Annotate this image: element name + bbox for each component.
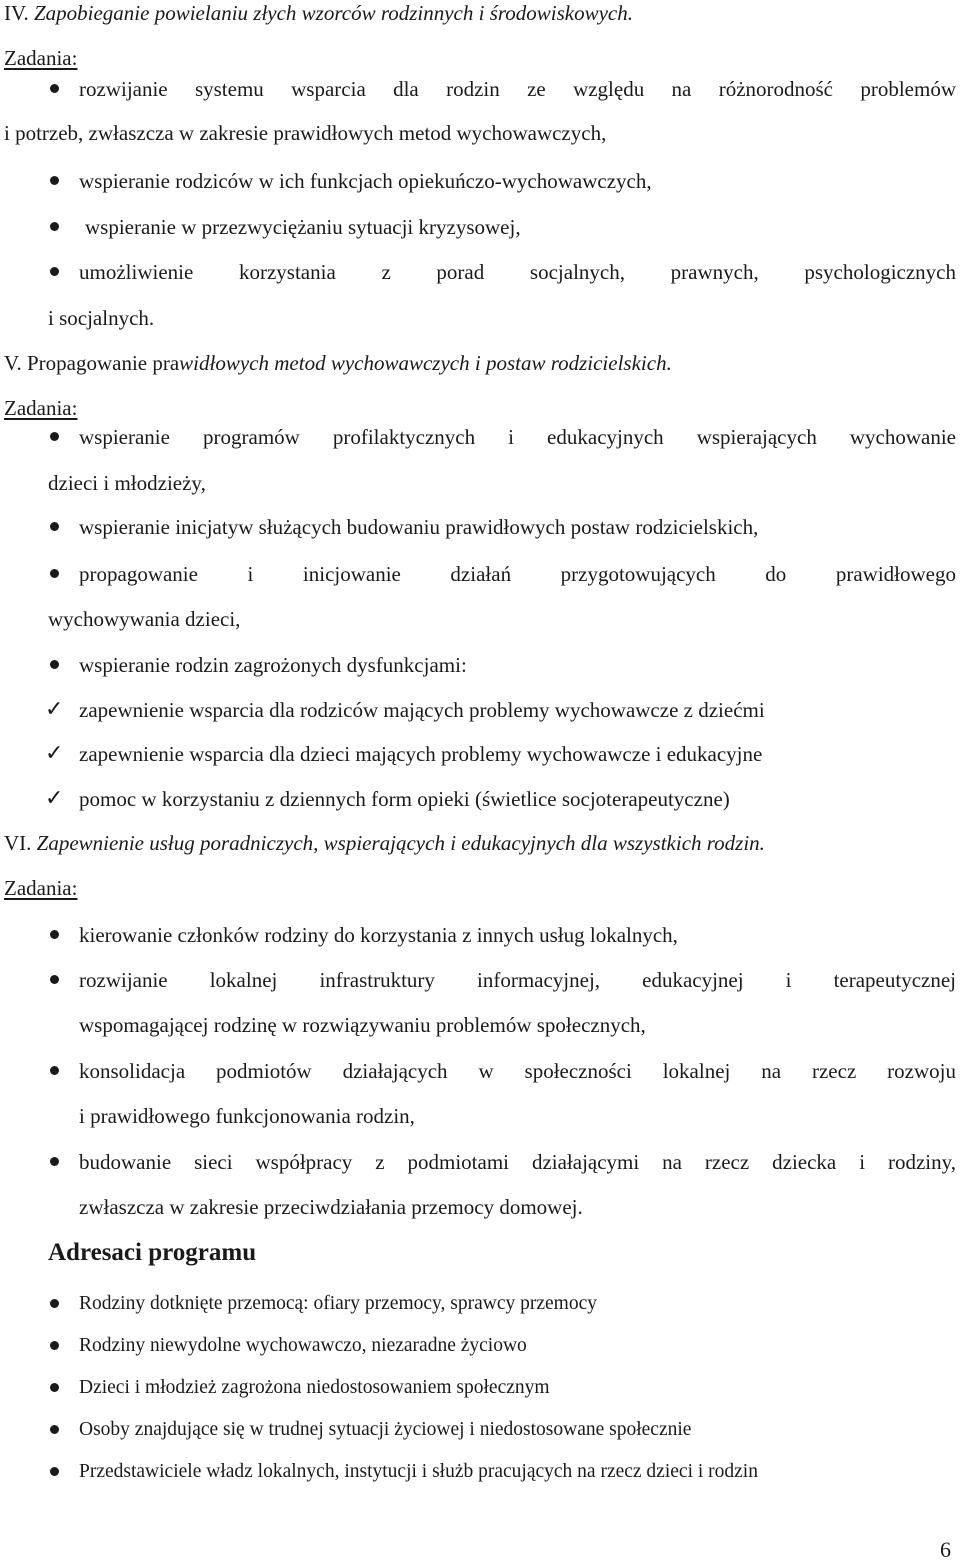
list-item: konsolidacja podmiotów działających w społeczności lokalnej na rzecz rozwoju [79, 1059, 956, 1083]
section-vi-title: Zapewnienie usług poradniczych, wspierających i edukacyjnych dla wszystkich rodzin. [36, 831, 765, 855]
checkmark-icon: ✓ [45, 697, 64, 722]
list-item-continuation: wychowywania dzieci, [48, 607, 241, 631]
list-item: rozwijanie lokalnej infrastruktury informacyjnej, edukacyjnej i terapeutycznej [79, 968, 956, 992]
list-item-continuation: dzieci i młodzieży, [48, 471, 206, 495]
list-item: wspieranie w przezwyciężaniu sytuacji kryzysowej, [85, 215, 521, 239]
checkmark-icon: ✓ [45, 786, 64, 811]
adresaci-heading: Adresaci programu [48, 1239, 257, 1266]
list-item-continuation: i socjalnych. [48, 306, 155, 330]
bullet-icon [50, 522, 59, 531]
bullet-icon [50, 1157, 59, 1166]
bullet-icon [50, 975, 59, 984]
section-iv-tasks-label: Zadania: [4, 46, 78, 70]
bullet-icon [50, 432, 59, 441]
section-v-title-part1: Propagowanie pra [26, 351, 180, 375]
section-vi-heading [4, 830, 765, 856]
list-item: rozwijanie systemu wsparcia dla rodzin ze względu na różnorodność problemów [79, 77, 956, 101]
bullet-icon [50, 1299, 59, 1308]
section-vi-tasks-label: Zadania: [4, 876, 78, 900]
bullet-icon [50, 660, 59, 669]
bullet-icon [50, 1425, 59, 1434]
page-number: 6 [940, 1537, 951, 1562]
list-item-continuation: i potrzeb, zwłaszcza w zakresie prawidłowych metod wychowawczych, [4, 121, 607, 145]
list-item-continuation: wspomagającej rodzinę w rozwiązywaniu problemów społecznych, [79, 1013, 646, 1037]
bullet-icon [50, 1341, 59, 1350]
checkmark-icon: ✓ [45, 741, 64, 766]
bullet-icon [50, 930, 59, 939]
list-item-continuation: zwłaszcza w zakresie przeciwdziałania przemocy domowej. [79, 1195, 583, 1219]
list-item: Rodziny dotknięte przemocą: ofiary przemocy, sprawcy przemocy [79, 1293, 597, 1314]
list-item: Dzieci i młodzież zagrożona niedostosowaniem społecznym [79, 1377, 550, 1398]
section-v-tasks-label: Zadania: [4, 396, 78, 420]
list-item: umożliwienie korzystania z porad socjalnych, prawnych, psychologicznych [79, 260, 956, 284]
list-item: wspieranie inicjatyw służących budowaniu prawidłowych postaw rodzicielskich, [79, 515, 759, 539]
list-item-continuation: i prawidłowego funkcjonowania rodzin, [79, 1104, 415, 1128]
bullet-icon [50, 1467, 59, 1476]
section-v-number: V. [4, 351, 22, 375]
bullet-icon [50, 84, 59, 93]
bullet-icon [50, 267, 59, 276]
section-vi-number: VI. [4, 831, 32, 855]
list-item: wspieranie rodziców w ich funkcjach opiekuńczo-wychowawczych, [79, 169, 652, 193]
bullet-icon [50, 569, 59, 578]
list-item: Przedstawiciele władz lokalnych, instytucji i służb pracujących na rzecz dzieci i rodzin [79, 1461, 758, 1482]
section-iv-title: Zapobieganie powielaniu złych wzorców rodzinnych i środowiskowych. [33, 1, 633, 25]
list-item: budowanie sieci współpracy z podmiotami działającymi na rzecz dziecka i rodziny, [79, 1150, 956, 1174]
section-v-heading [4, 350, 672, 376]
check-item: zapewnienie wsparcia dla dzieci mających problemy wychowawcze i edukacyjne [79, 742, 763, 766]
list-item: propagowanie i inicjowanie działań przygotowujących do prawidłowego [79, 562, 956, 586]
list-item: Osoby znajdujące się w trudnej sytuacji życiowej i niedostosowane społecznie [79, 1419, 692, 1440]
section-iv-heading [4, 0, 633, 26]
check-item: pomoc w korzystaniu z dziennych form opieki (świetlice socjoterapeutyczne) [79, 787, 730, 811]
check-item: zapewnienie wsparcia dla rodziców mających problemy wychowawcze z dziećmi [79, 698, 765, 722]
bullet-icon [50, 1066, 59, 1075]
list-item: wspieranie rodzin zagrożonych dysfunkcjami: [79, 653, 467, 677]
list-item: wspieranie programów profilaktycznych i edukacyjnych wspierających wychowanie [79, 425, 956, 449]
list-item: kierowanie członków rodziny do korzystania z innych usług lokalnych, [79, 923, 678, 947]
bullet-icon [50, 176, 59, 185]
bullet-icon [50, 222, 59, 231]
section-v-title-part2: widłowych metod wychowawczych i postaw rodzicielskich. [179, 351, 672, 375]
section-iv-number: IV. [4, 1, 29, 25]
list-item: Rodziny niewydolne wychowawczo, niezaradne życiowo [79, 1335, 527, 1356]
bullet-icon [50, 1383, 59, 1392]
